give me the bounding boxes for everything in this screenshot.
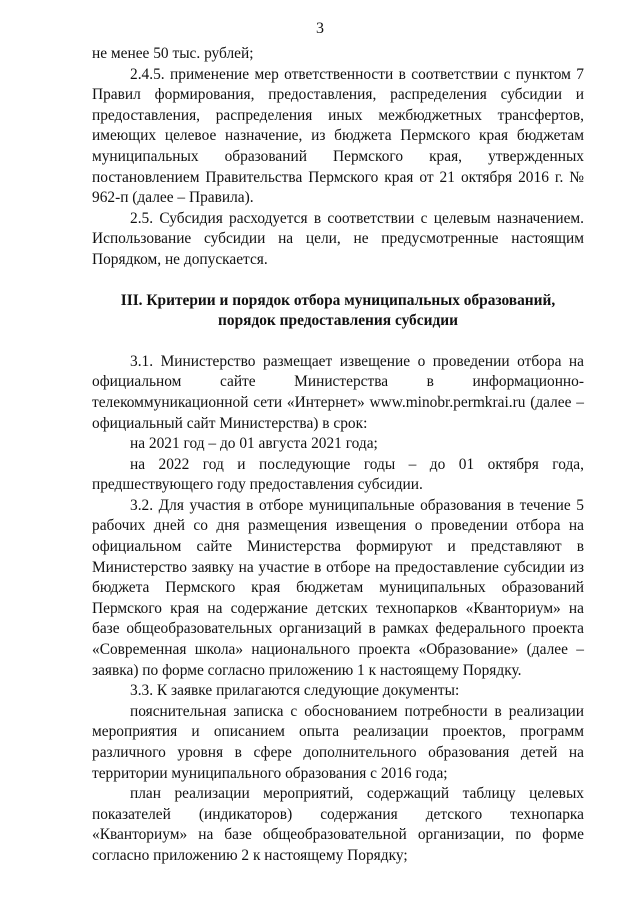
section-heading [92, 291, 584, 332]
page-number: 3 [316, 20, 324, 37]
section-heading-line-2: порядок предоставления субсидии [218, 312, 458, 330]
paragraph-continuation: не менее 50 тыс. рублей; [92, 45, 254, 62]
paragraph-explanatory-note: пояснительная записка с обоснованием потребности в реализации мероприятия и описанием опыта реализации проектов, программ различного уровня в сфере дополнительного образования детей на территории муниципального образования с 2016 года; [92, 702, 584, 782]
paragraph-3-2: 3.2. Для участия в отборе муниципальные образования в течение 5 рабочих дней со дня размещения извещения о проведении отбора на официальном сайте Министерства формируют и представляют в Министерство заявку на участие в отборе на предоставление субсидии из бюджета Пермского края бюджетам муниципальных образований Пермского края на содержание детских технопарков «Кванториум» на базе общеобразовательных организаций в рамках федерального проекта «Современная школа» национального проекта «Образование» (далее – заявка) по форме согласно приложению 1 к настоящему Порядку. [92, 496, 584, 679]
paragraph-deadline-2021: на 2021 год – до 01 августа 2021 года; [130, 435, 378, 453]
paragraph-2-5: 2.5. Субсидия расходуется в соответствии с целевым назначением. Использование субсидии на цели, не предусмотренные настоящим Порядком, не допускается. [92, 209, 584, 268]
paragraph-implementation-plan: план реализации мероприятий, содержащий таблицу целевых показателей (индикаторов) содержания детского технопарка «Кванториум» на базе общеобразовательной организации, по форме согласно приложению 2 к настоящему Порядку; [92, 785, 584, 864]
paragraph-3-1: 3.1. Министерство размещает извещение о проведении отбора на официальном сайте Министерства в информационно-телекоммуникационной сети «Интернет» www.minobr.permkrai.ru (далее – официальный сайт Министерства) в срок: [92, 352, 584, 432]
section-heading-line-1: III. Критерии и порядок отбора муниципальных образований, [120, 291, 556, 309]
paragraph-deadline-2022: на 2022 год и последующие годы – до 01 октября года, предшествующего году предоставления субсидии. [92, 455, 584, 494]
paragraph-3-3: 3.3. К заявке прилагаются следующие документы: [130, 682, 460, 700]
paragraph-2-4-5: 2.4.5. применение мер ответственности в соответствии с пунктом 7 Правил формирования, предоставления, распределения субсидии и предоставления, распределения иных межбюджетных трансфертов, имеющих целевое назначение, из бюджета Пермского края бюджетам муниципальных образований Пермского края, утвержденных постановлением Правительства Пермского края от 21 октября 2016 г. № 962-п (далее – Правила). [92, 65, 584, 207]
document-body [92, 44, 584, 867]
